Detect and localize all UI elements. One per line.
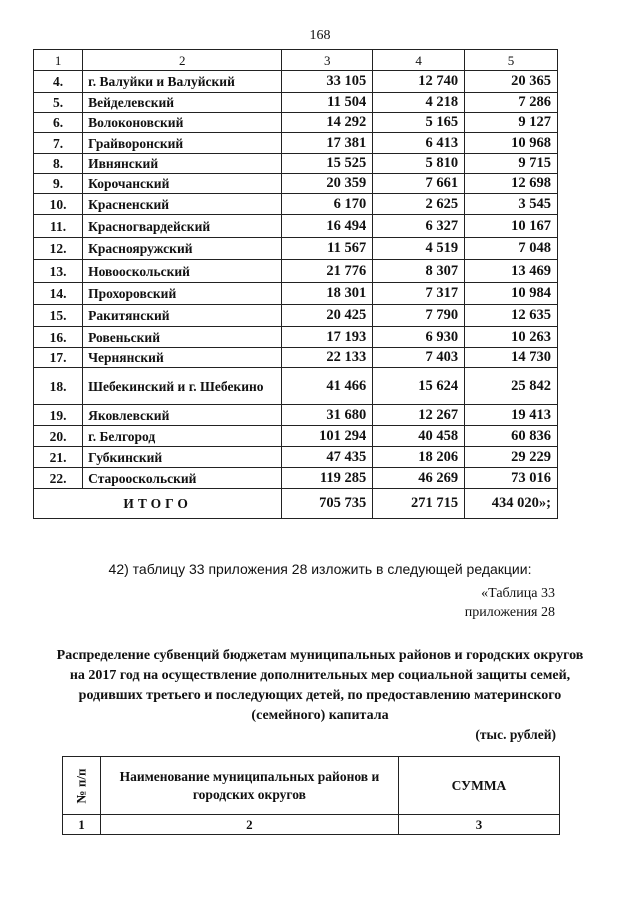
table-row [34,113,558,133]
table-reference-line1: «Таблица 33 [481,586,555,601]
district-name-cell: Красногвардейский [83,215,282,238]
amount-cell: 8 307 [373,260,465,283]
row-number-cell: 22. [34,468,83,489]
district-name-cell: Ивнянский [83,154,282,174]
table-row [34,93,558,113]
amount-cell: 12 635 [465,305,558,327]
total-row [34,489,558,519]
amount-cell: 14 730 [465,348,558,368]
amount-cell: 7 790 [373,305,465,327]
subsidy-table-continued [33,49,558,519]
amount-cell: 6 170 [282,194,373,215]
amount-cell: 40 458 [373,426,465,447]
header-cell: 5 [465,50,558,71]
district-name-cell: г. Валуйки и Валуйский [83,71,282,93]
amount-cell: 4 218 [373,93,465,113]
amount-cell: 119 285 [282,468,373,489]
table-row [34,426,558,447]
total-amount-cell: 705 735 [282,489,373,519]
total-amount-cell: 434 020»; [465,489,558,519]
district-name-cell: Грайворонский [83,133,282,154]
district-name-cell: Чернянский [83,348,282,368]
amount-cell: 60 836 [465,426,558,447]
amount-cell: 7 048 [465,238,558,260]
amount-cell: 33 105 [282,71,373,93]
header-cell: 1 [34,50,83,71]
amount-cell: 15 525 [282,154,373,174]
district-name-cell: Ракитянский [83,305,282,327]
total-amount-cell: 271 715 [373,489,465,519]
amount-cell: 10 968 [465,133,558,154]
row-number-cell: 10. [34,194,83,215]
amount-cell: 5 165 [373,113,465,133]
amount-cell: 11 504 [282,93,373,113]
amount-cell: 20 425 [282,305,373,327]
amount-cell: 9 715 [465,154,558,174]
header-cell: 2 [83,50,282,71]
table-row [34,447,558,468]
district-name-cell: Краснояружский [83,238,282,260]
amount-cell: 5 810 [373,154,465,174]
amount-cell: 7 403 [373,348,465,368]
document-title: Распределение субвенций бюджетам муниципальных районов и городских округов на 2017 год на осуществление дополнительных мер социальной защиты семей, родивших третьего и последующих детей, по предоставлению материнского (семейного) капитала [56,648,584,723]
district-name-cell: Волоконовский [83,113,282,133]
amount-cell: 17 193 [282,327,373,348]
table-row [34,283,558,305]
row-number-cell: 17. [34,348,83,368]
district-name-cell: Новооскольский [83,260,282,283]
row-number-cell: 20. [34,426,83,447]
amount-cell: 6 327 [373,215,465,238]
row-number-cell: 14. [34,283,83,305]
district-name-cell: Яковлевский [83,405,282,426]
amount-cell: 12 267 [373,405,465,426]
table-row [34,71,558,93]
district-name-cell: Ровеньский [83,327,282,348]
amount-cell: 3 545 [465,194,558,215]
table-row [34,368,558,405]
amount-cell: 29 229 [465,447,558,468]
amount-cell: 19 413 [465,405,558,426]
table-header-row [63,757,560,815]
amount-cell: 17 381 [282,133,373,154]
table-header-row [34,50,558,71]
district-name-cell: Прохоровский [83,283,282,305]
table-row [34,327,558,348]
row-number-cell: 5. [34,93,83,113]
table-index-row [63,815,560,835]
district-name-cell: г. Белгород [83,426,282,447]
district-name-cell: Губкинский [83,447,282,468]
table-row [34,238,558,260]
amount-cell: 21 776 [282,260,373,283]
row-number-cell: 21. [34,447,83,468]
header-cell: 3 [282,50,373,71]
header-cell: 4 [373,50,465,71]
amount-cell: 12 740 [373,71,465,93]
row-number-cell: 18. [34,368,83,405]
amount-cell: 7 661 [373,174,465,194]
row-number-cell: 8. [34,154,83,174]
header-cell-name: Наименование муниципальных районов и городских округов [100,757,398,815]
amount-cell: 18 206 [373,447,465,468]
amount-cell: 13 469 [465,260,558,283]
table-row [34,194,558,215]
header-cell-number [63,757,101,815]
table-row [34,133,558,154]
index-cell: 3 [398,815,559,835]
row-number-cell: 13. [34,260,83,283]
table-row [34,215,558,238]
amount-cell: 9 127 [465,113,558,133]
amount-cell: 16 494 [282,215,373,238]
amount-cell: 25 842 [465,368,558,405]
subsidy-table-33-header [62,756,560,835]
table-row [34,405,558,426]
district-name-cell: Красненский [83,194,282,215]
amount-cell: 12 698 [465,174,558,194]
header-cell-sum: СУММА [398,757,559,815]
amount-cell: 2 625 [373,194,465,215]
index-cell: 1 [63,815,101,835]
amount-cell: 10 984 [465,283,558,305]
row-number-cell: 6. [34,113,83,133]
table-row [34,348,558,368]
amount-cell: 31 680 [282,405,373,426]
amount-cell: 18 301 [282,283,373,305]
table-row [34,468,558,489]
district-name-cell: Корочанский [83,174,282,194]
amount-cell: 10 263 [465,327,558,348]
units-label: (тыс. рублей) [475,727,556,742]
row-number-cell: 9. [34,174,83,194]
index-cell: 2 [100,815,398,835]
amount-cell: 7 317 [373,283,465,305]
page-number: 168 [309,28,331,43]
row-number-cell: 15. [34,305,83,327]
amount-cell: 41 466 [282,368,373,405]
header-number-label: № п/п [73,768,89,803]
row-number-cell: 12. [34,238,83,260]
table-row [34,305,558,327]
amount-cell: 73 016 [465,468,558,489]
row-number-cell: 4. [34,71,83,93]
district-name-cell: Вейделевский [83,93,282,113]
row-number-cell: 16. [34,327,83,348]
table-row [34,174,558,194]
amount-cell: 11 567 [282,238,373,260]
amount-cell: 20 359 [282,174,373,194]
amount-cell: 15 624 [373,368,465,405]
row-number-cell: 11. [34,215,83,238]
district-name-cell: Старооскольский [83,468,282,489]
row-number-cell: 19. [34,405,83,426]
table-reference-line2: приложения 28 [464,605,555,620]
amount-cell: 4 519 [373,238,465,260]
total-label: ИТОГО [34,489,282,519]
row-number-cell: 7. [34,133,83,154]
amount-cell: 14 292 [282,113,373,133]
amount-cell: 46 269 [373,468,465,489]
amendment-text: 42) таблицу 33 приложения 28 изложить в следующей редакции: [108,561,532,577]
table-row [34,154,558,174]
amount-cell: 10 167 [465,215,558,238]
amount-cell: 47 435 [282,447,373,468]
amount-cell: 20 365 [465,71,558,93]
district-name-cell: Шебекинский и г. Шебекино [83,368,282,405]
amount-cell: 6 930 [373,327,465,348]
amount-cell: 6 413 [373,133,465,154]
amount-cell: 22 133 [282,348,373,368]
table-row [34,260,558,283]
amount-cell: 101 294 [282,426,373,447]
amount-cell: 7 286 [465,93,558,113]
